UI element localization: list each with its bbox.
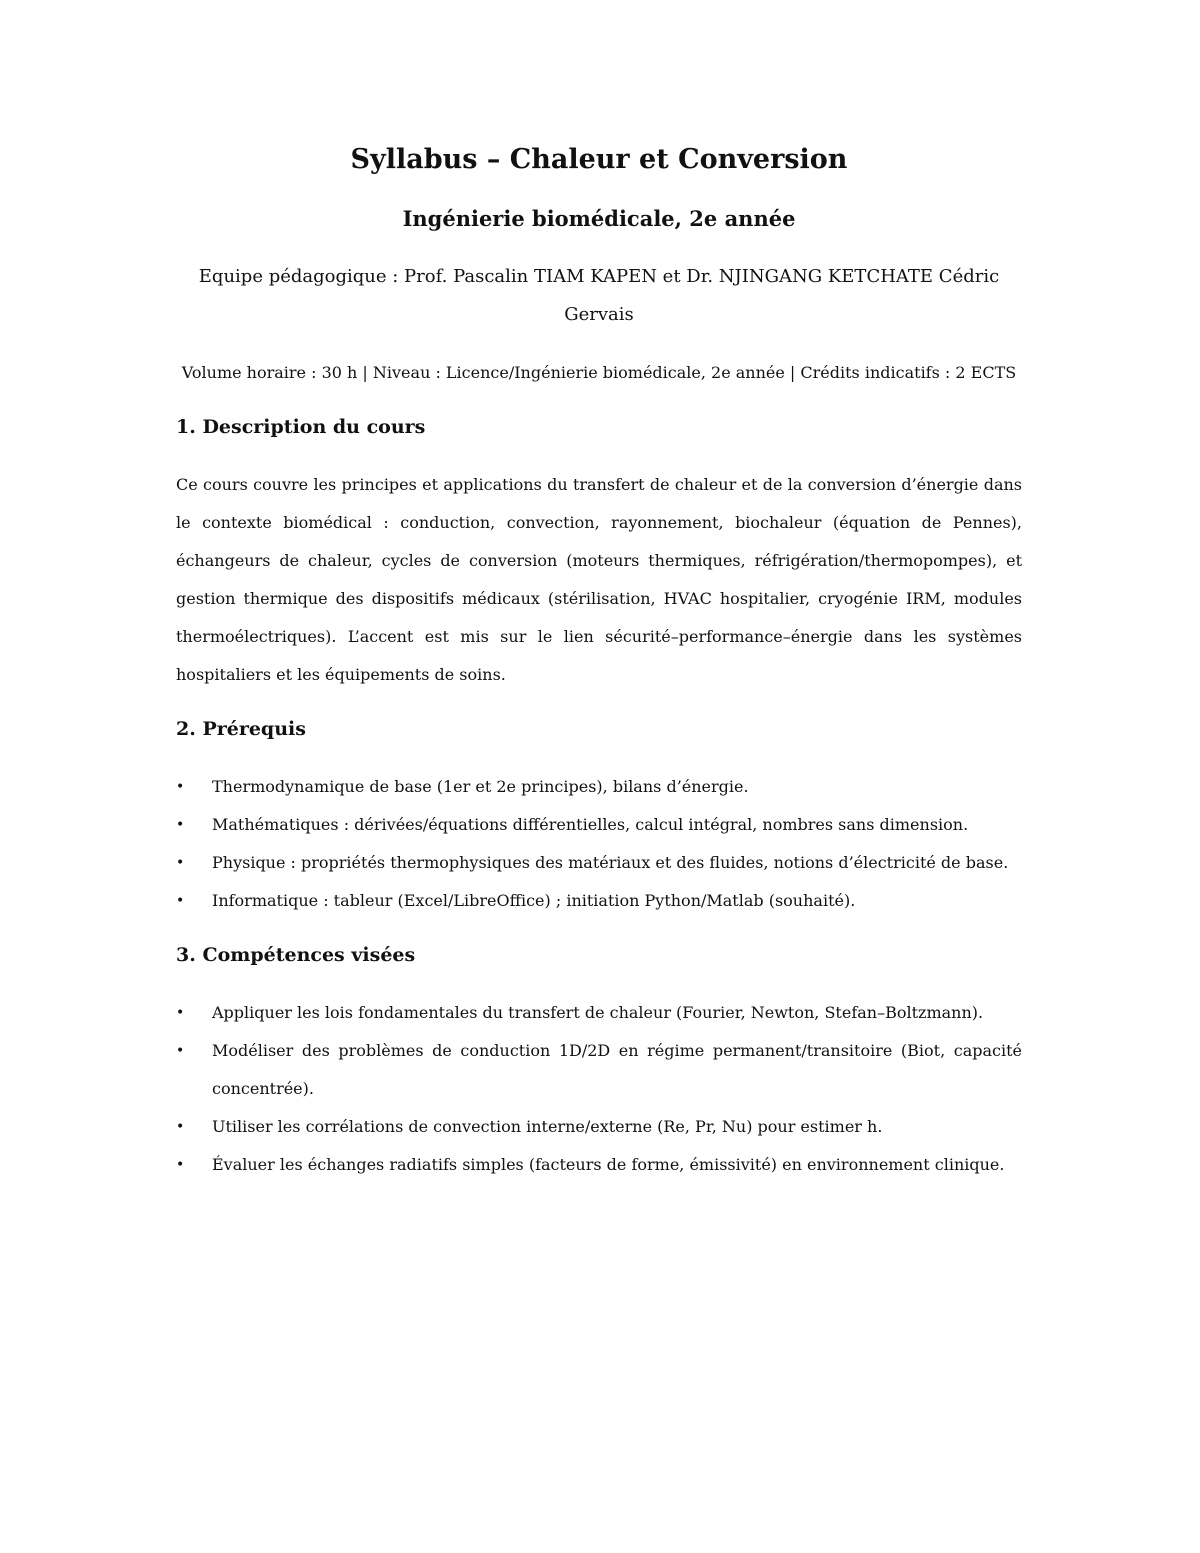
list-item-text: Appliquer les lois fondamentales du transfert de chaleur (Fourier, Newton, Stefan–Boltzmann). xyxy=(212,1003,984,1022)
section-description xyxy=(176,412,1022,694)
section-title: 1. Description du cours xyxy=(176,416,426,438)
section-paragraph: Ce cours couvre les principes et applications du transfert de chaleur et de la conversion d’énergie dans le contexte biomédical : conduction, convection, rayonnement, biochaleur (équation de Pennes), échangeurs de chaleur, cycles de conversion (moteurs thermiques, réfrigération/thermopompes), et gestion thermique des dispositifs médicaux (stérilisation, HVAC hospitalier, cryogénie IRM, modules thermoélectriques). L’accent est mis sur le lien sécurité–performance–énergie dans les systèmes hospitaliers et les équipements de soins. xyxy=(176,475,1022,684)
list-item xyxy=(176,882,1022,920)
list-item-text: Modéliser des problèmes de conduction 1D/2D en régime permanent/transitoire (Biot, capacité concentrée). xyxy=(212,1041,1022,1098)
bullet-list xyxy=(176,994,1022,1184)
bullet-icon: • xyxy=(176,1119,185,1135)
bullet-icon: • xyxy=(176,1005,185,1021)
bullet-list xyxy=(176,768,1022,920)
list-item-text: Utiliser les corrélations de convection interne/externe (Re, Pr, Nu) pour estimer h. xyxy=(212,1117,883,1136)
course-meta: Volume horaire : 30 h | Niveau : Licence/Ingénierie biomédicale, 2e année | Crédits indicatifs : 2 ECTS xyxy=(181,363,1017,382)
document-title: Syllabus – Chaleur et Conversion xyxy=(350,144,848,175)
list-item-text: Thermodynamique de base (1er et 2e principes), bilans d’énergie. xyxy=(212,777,749,796)
list-item xyxy=(176,844,1022,882)
document-page xyxy=(176,140,1022,1204)
list-item-text: Physique : propriétés thermophysiques des matériaux et des fluides, notions d’électricité de base. xyxy=(212,853,1009,872)
section-competencies xyxy=(176,940,1022,1184)
list-item xyxy=(176,994,1022,1032)
list-item xyxy=(176,1032,1022,1108)
list-item xyxy=(176,768,1022,806)
document-subtitle: Ingénierie biomédicale, 2e année xyxy=(402,206,796,231)
bullet-icon: • xyxy=(176,1043,185,1059)
bullet-icon: • xyxy=(176,855,185,871)
bullet-icon: • xyxy=(176,817,185,833)
list-item xyxy=(176,1108,1022,1146)
list-item-text: Informatique : tableur (Excel/LibreOffice) ; initiation Python/Matlab (souhaité). xyxy=(212,891,856,910)
list-item xyxy=(176,1146,1022,1184)
list-item xyxy=(176,806,1022,844)
section-prerequisites xyxy=(176,714,1022,920)
bullet-icon: • xyxy=(176,1157,185,1173)
list-item-text: Mathématiques : dérivées/équations différentielles, calcul intégral, nombres sans dimension. xyxy=(212,815,969,834)
bullet-icon: • xyxy=(176,893,185,909)
list-item-text: Évaluer les échanges radiatifs simples (facteurs de forme, émissivité) en environnement clinique. xyxy=(212,1155,1005,1174)
bullet-icon: • xyxy=(176,779,185,795)
section-title: 3. Compétences visées xyxy=(176,944,416,966)
teaching-team: Equipe pédagogique : Prof. Pascalin TIAM KAPEN et Dr. NJINGANG KETCHATE Cédric Gervais xyxy=(198,266,1000,325)
section-title: 2. Prérequis xyxy=(176,718,306,740)
